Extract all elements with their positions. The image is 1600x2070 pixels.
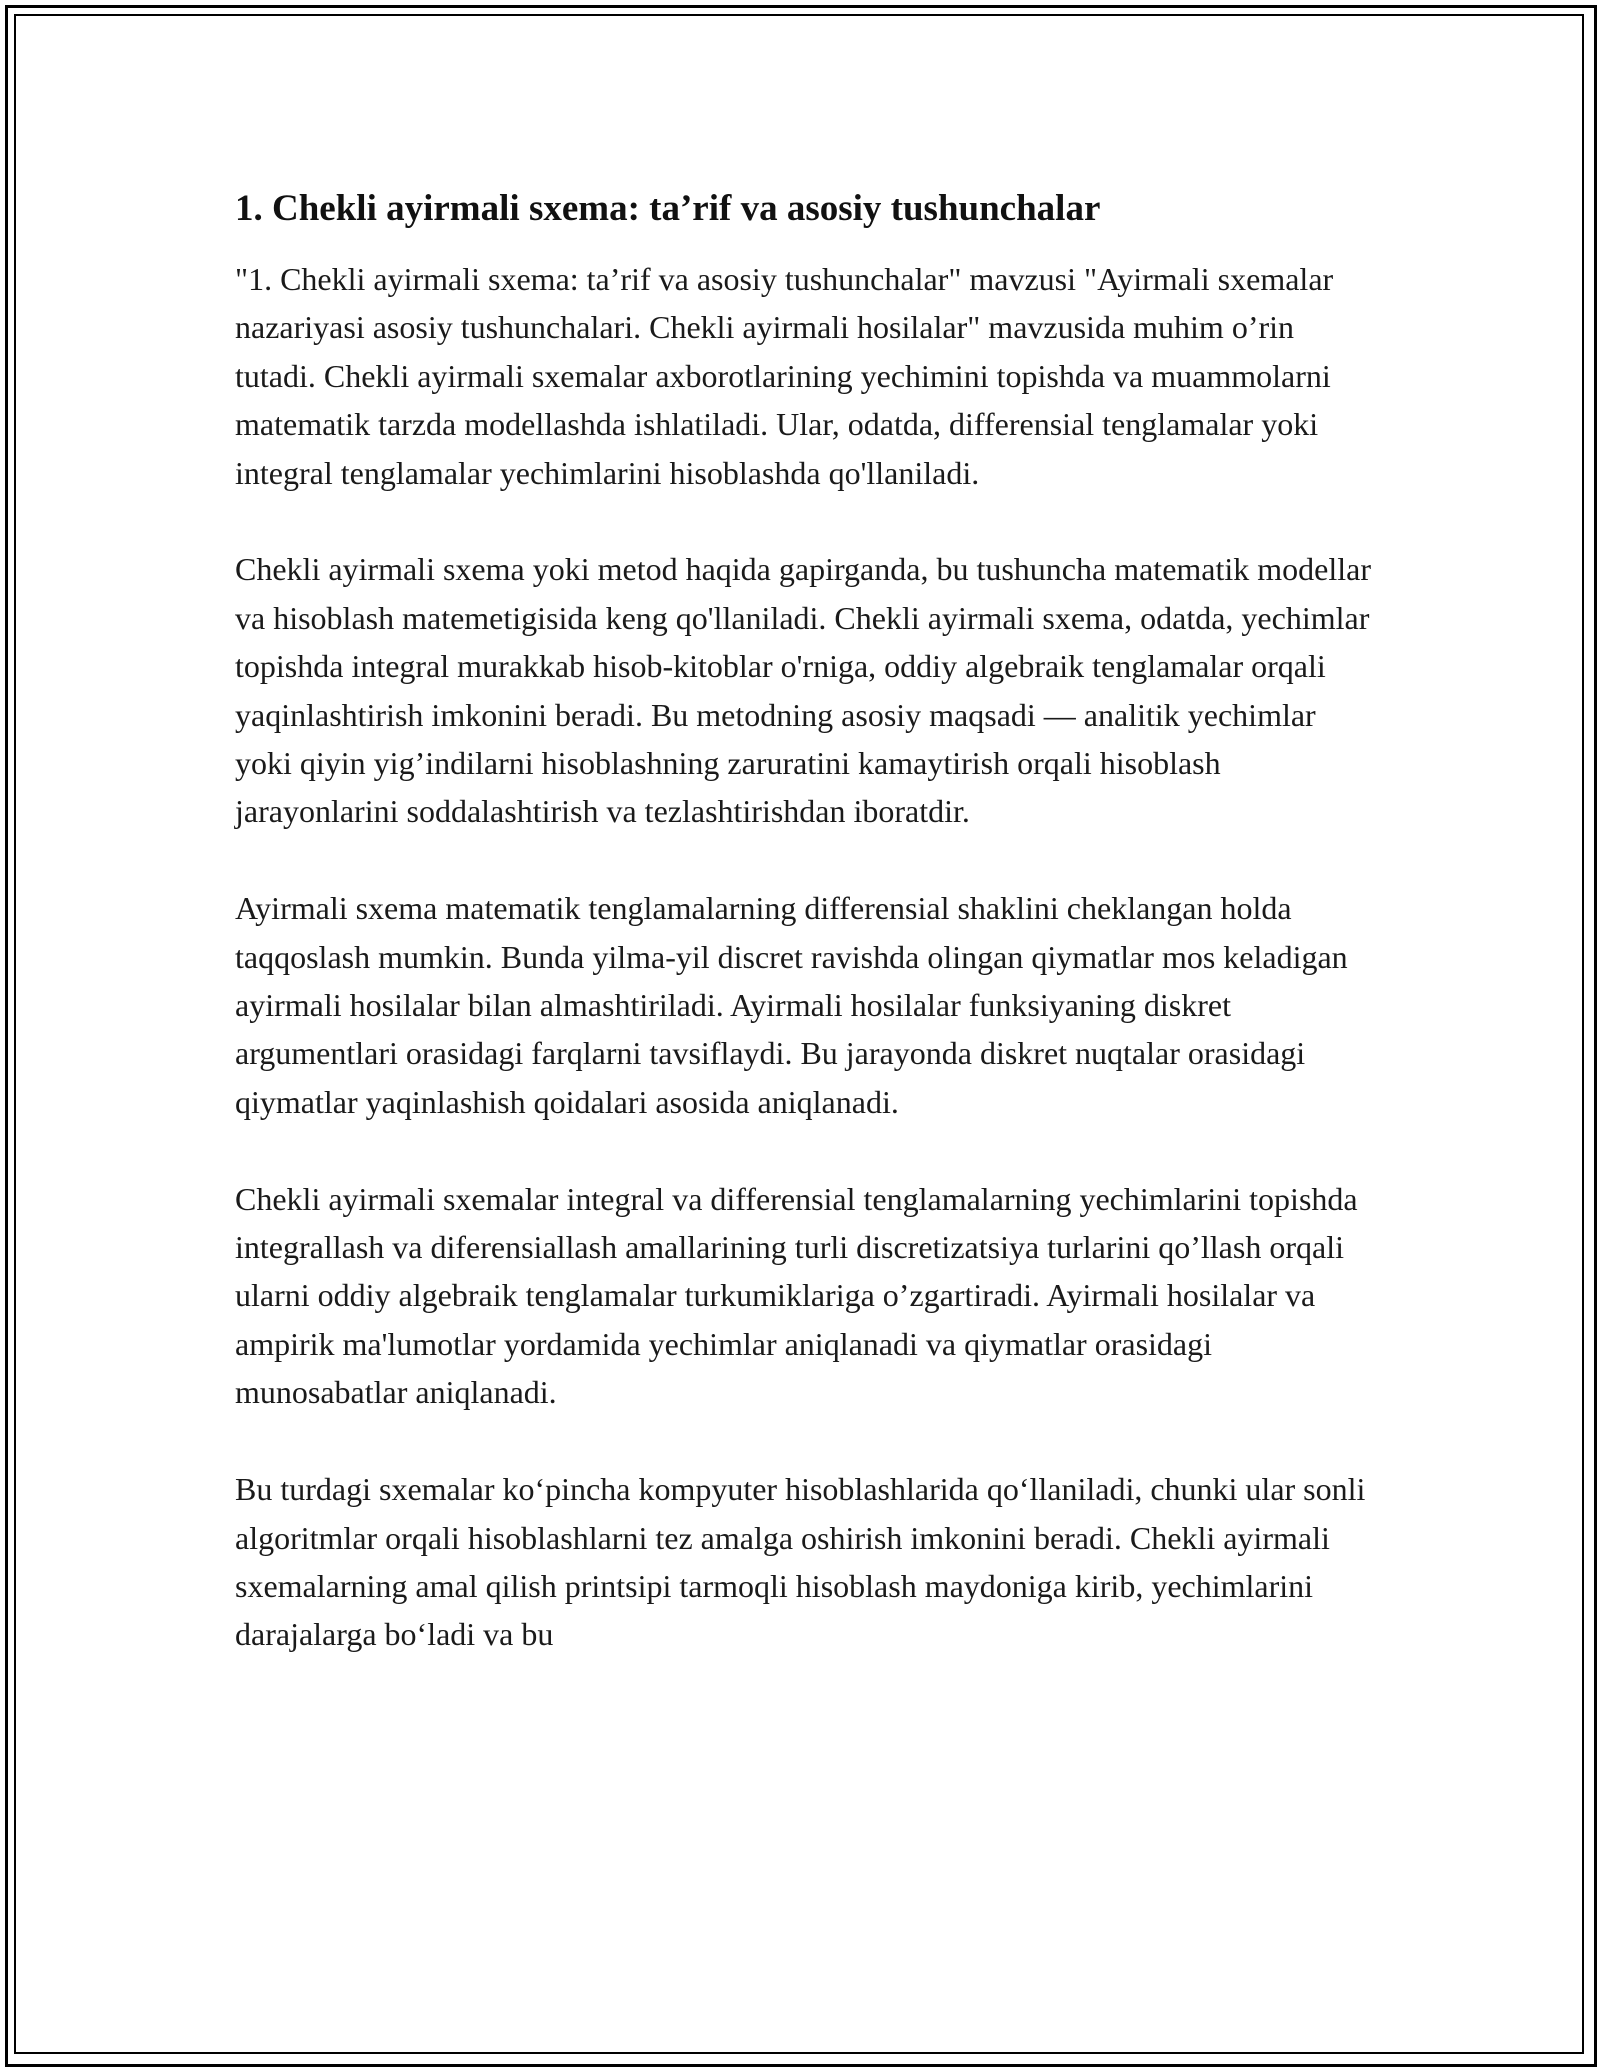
paragraph-2: Chekli ayirmali sxema yoki metod haqida gapirganda, bu tushuncha matematik modellar va hisoblash matemetigisida keng qo'llaniladi. Chekli ayirmali sxema, odatda, yechimlar topishda integral murakkab hisob-kitoblar o'rniga, oddiy algebraik tenglamalar orqali yaqinlashtirish imkonini beradi. Bu metodning asosiy maqsadi — analitik yechimlar yoki qiyin yig’indilarni hisoblashning zaruratini kamaytirish orqali hisoblash jarayonlarini soddalashtirish va tezlashtirishdan iboratdir. xyxy=(235,551,1371,830)
paragraph-3: Ayirmali sxema matematik tenglamalarning differensial shaklini cheklangan holda taqqoslash mumkin. Bunda yilma-yil discret ravishda olingan qiymatlar mos keladigan ayirmali hosilalar bilan almashtiriladi. Ayirmali hosilalar funksiyaning diskret argumentlari orasidagi farqlarni tavsiflaydi. Bu jarayonda diskret nuqtalar orasidagi qiymatlar yaqinlashish qoidalari asosida aniqlanadi. xyxy=(235,890,1348,1120)
section-heading: 1. Chekli ayirmali sxema: ta’rif va asosiy tushunchalar xyxy=(235,188,1101,229)
paragraph-5: Bu turdagi sxemalar ko‘pincha kompyuter hisoblashlarida qo‘llaniladi, chunki ular sonli algoritmlar orqali hisoblashlarni tez amalga oshirish imkonini beradi. Chekli ayirmali sxemalarning amal qilish printsipi tarmoqli hisoblash maydoniga kirib, yechimlarini darajalarga bo‘ladi va bu xyxy=(235,1471,1366,1653)
document-body xyxy=(235,185,1375,1707)
paragraph-4: Chekli ayirmali sxemalar integral va differensial tenglamalarning yechimlarini topishda integrallash va diferensiallash amallarining turli discretizatsiya turlarini qo’llash orqali ularni oddiy algebraik tenglamalar turkumiklariga o’zgartiradi. Ayirmali hosilalar va ampirik ma'lumotlar yordamida yechimlar aniqlanadi va qiymatlar orasidagi munosabatlar aniqlanadi. xyxy=(235,1180,1358,1411)
paragraph-1: "1. Chekli ayirmali sxema: ta’rif va asosiy tushunchalar" mavzusi "Ayirmali sxemalar nazariyasi asosiy tushunchalari. Chekli ayirmali hosilalar" mavzusida muhim o’rin tutadi. Chekli ayirmali sxemalar axborotlarining yechimini topishda va muammolarni matematik tarzda modellashda ishlatiladi. Ular, odatda, differensial tenglamalar yoki integral tenglamalar yechimlarini hisoblashda qo'llaniladi. xyxy=(235,261,1334,491)
